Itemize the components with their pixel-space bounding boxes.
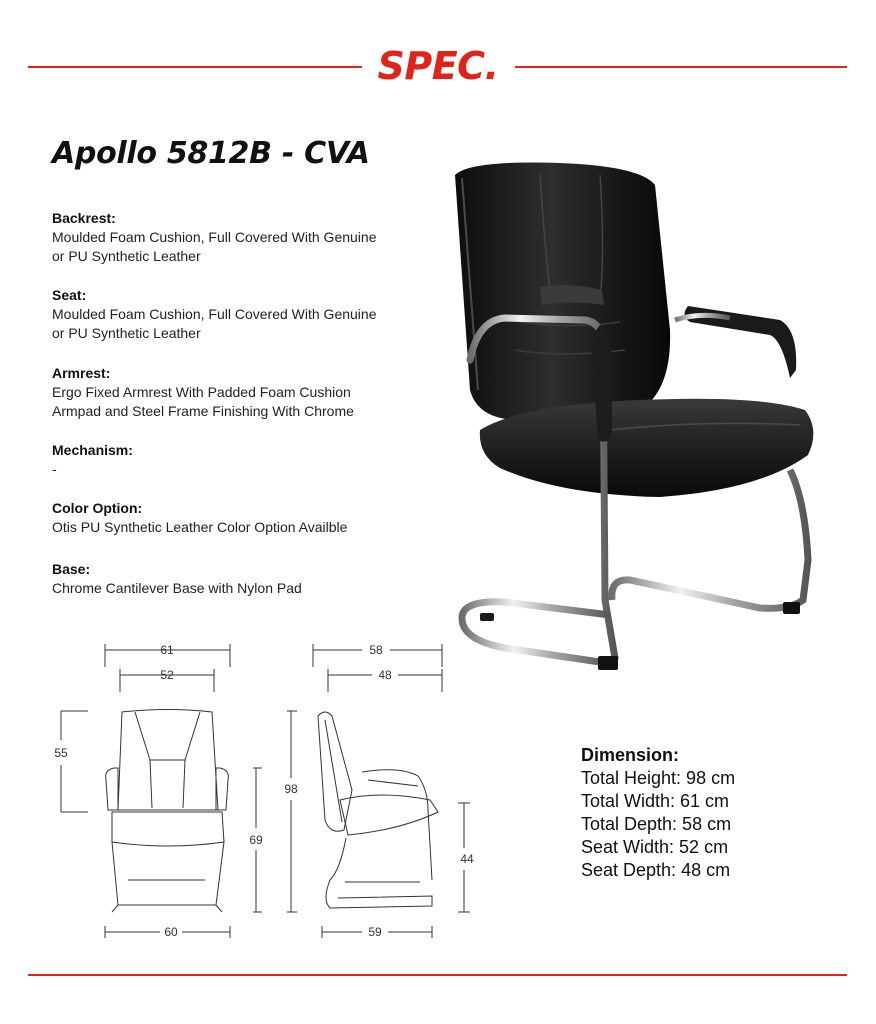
- spec-label: Base:: [52, 561, 91, 577]
- spec-value: Chrome Cantilever Base with Nylon Pad: [52, 580, 302, 596]
- dimension-seat-depth: Seat Depth: 48 cm: [581, 860, 731, 880]
- spec-value: Ergo Fixed Armrest With Padded Foam Cushion Armpad and Steel Frame Finishing With Chrome: [52, 384, 354, 419]
- dimension-seat-width: Seat Width: 52 cm: [581, 837, 729, 857]
- dimension-total-height: Total Height: 98 cm: [581, 768, 736, 788]
- front-seat-width-label: 52: [160, 668, 174, 682]
- spec-value: Moulded Foam Cushion, Full Covered With Genuine or PU Synthetic Leather: [52, 306, 377, 341]
- side-total-height-label: 98: [284, 782, 298, 796]
- spec-label: Color Option:: [52, 500, 143, 516]
- front-total-width-label: 61: [160, 643, 174, 657]
- side-total-depth-label: 58: [369, 643, 383, 657]
- spec-value: Otis PU Synthetic Leather Color Option Availble: [52, 519, 348, 535]
- spec-value: Moulded Foam Cushion, Full Covered With Genuine or PU Synthetic Leather: [52, 229, 377, 264]
- dimension-total-width: Total Width: 61 cm: [581, 791, 730, 811]
- front-base-width-label: 60: [164, 925, 178, 939]
- dimension-total-depth: Total Depth: 58 cm: [581, 814, 732, 834]
- front-back-height-label: 55: [54, 746, 68, 760]
- spec-label: Seat:: [52, 287, 87, 303]
- spec-value: -: [52, 461, 57, 477]
- spec-label: Mechanism:: [52, 442, 133, 458]
- footer-rule: [28, 974, 847, 976]
- front-seat-height-label: 69: [249, 833, 263, 847]
- product-title: Apollo 5812B - CVA: [52, 136, 370, 171]
- side-seat-depth-label: 48: [378, 668, 392, 682]
- spec-label: Backrest:: [52, 210, 116, 226]
- spec-label: Armrest:: [52, 365, 111, 381]
- dimension-title: Dimension:: [581, 745, 680, 765]
- spec-heading: SPEC.: [377, 44, 499, 88]
- side-base-depth-label: 59: [368, 925, 382, 939]
- side-arm-height-label: 44: [460, 852, 474, 866]
